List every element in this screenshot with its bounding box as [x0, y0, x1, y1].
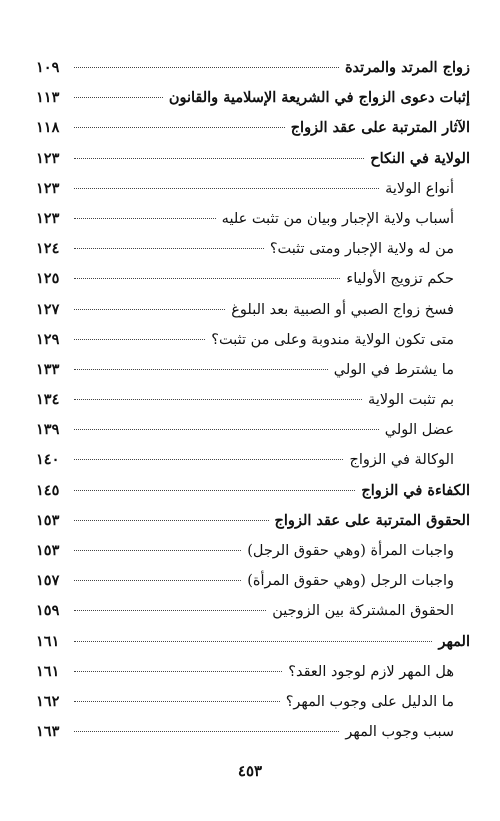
dot-leader — [74, 188, 379, 189]
toc-entry — [36, 421, 470, 451]
toc-entry-page: ١٦٢ — [36, 692, 60, 710]
toc-entry — [36, 693, 470, 723]
toc-entry-title: أسباب ولاية الإجبار وبيان من تثبت عليه — [221, 210, 454, 227]
toc-entry-page: ١٤٥ — [36, 481, 60, 499]
toc-entry-page: ١٥٩ — [36, 602, 60, 620]
toc-entry-page: ١٢٥ — [36, 270, 60, 288]
toc-entry-page: ١٣٤ — [36, 391, 60, 409]
toc-entry — [36, 270, 470, 300]
toc-entry-title: الكفاءة في الزواج — [361, 481, 470, 499]
toc-entry — [36, 482, 470, 512]
toc-entry-title: الولاية في النكاح — [370, 149, 470, 167]
toc-entry-page: ١٤٠ — [36, 451, 60, 469]
toc-entry-title: زواج المرتد والمرتدة — [344, 59, 470, 76]
toc-entry — [36, 59, 470, 89]
dot-leader — [74, 550, 241, 551]
toc-entry-page: ١٢٤ — [36, 240, 60, 258]
toc-entry — [36, 633, 470, 663]
toc-entry — [36, 663, 470, 693]
toc-entry — [36, 89, 470, 119]
toc-entry-page: ١٢٣ — [36, 149, 60, 167]
toc-entry-title: المهر — [438, 632, 470, 650]
dot-leader — [74, 459, 343, 460]
toc-entry — [36, 240, 470, 270]
dot-leader — [74, 429, 379, 430]
page-number: ٤٥٣ — [237, 762, 263, 780]
toc-entry-page: ١٢٧ — [36, 300, 60, 318]
toc-entry — [36, 512, 470, 542]
toc-entry — [36, 301, 470, 331]
dot-leader — [74, 580, 241, 581]
dot-leader — [74, 218, 216, 219]
toc-entry-title: إثبات دعوى الزواج في الشريعة الإسلامية والقانون — [168, 89, 470, 107]
toc-entry-title: ما يشترط في الولي — [333, 361, 454, 378]
dot-leader — [74, 158, 364, 159]
dot-leader — [74, 339, 205, 340]
toc-entry-title: أنواع الولاية — [385, 180, 454, 197]
dot-leader — [74, 278, 340, 279]
toc-entry-title: حكم تزويج الأولياء — [346, 271, 454, 288]
toc-entry-title: واجبات المرأة (وهي حقوق الرجل) — [247, 543, 454, 559]
toc-entry-page: ١١٨ — [36, 119, 60, 137]
dot-leader — [74, 490, 355, 491]
toc-entry-page: ١٢٣ — [36, 179, 60, 197]
dot-leader — [74, 701, 280, 702]
toc-entry — [36, 602, 470, 632]
dot-leader — [74, 641, 432, 642]
toc-entry-title: سبب وجوب المهر — [345, 724, 454, 741]
dot-leader — [74, 369, 328, 370]
toc-entry-title: هل المهر لازم لوجود العقد؟ — [288, 663, 454, 680]
toc-entry-page: ١٥٣ — [36, 542, 60, 559]
dot-leader — [74, 731, 339, 732]
dot-leader — [74, 520, 269, 521]
toc-entry-title: متى تكون الولاية مندوبة وعلى من تثبت؟ — [211, 331, 454, 348]
toc-entry — [36, 210, 470, 240]
toc-entry-page: ١٥٣ — [36, 511, 60, 529]
toc-entry — [36, 542, 470, 572]
toc-entry-page: ١٣٣ — [36, 360, 60, 378]
toc-entry-page: ١٦١ — [36, 662, 60, 680]
toc-entry-title: بم تثبت الولاية — [368, 392, 454, 409]
dot-leader — [74, 67, 339, 68]
toc-entry — [36, 150, 470, 180]
dot-leader — [74, 127, 285, 128]
toc-entry-title: الحقوق المترتبة على عقد الزواج — [274, 511, 470, 529]
toc-entry-page: ١٢٩ — [36, 330, 60, 348]
dot-leader — [74, 610, 266, 611]
toc-entry — [36, 119, 470, 149]
toc-entry-page: ١٣٩ — [36, 421, 60, 439]
toc-entry-page: ١٦١ — [36, 632, 60, 650]
toc-entry-page: ١٥٧ — [36, 572, 60, 590]
toc-entry-page: ١٠٩ — [36, 59, 60, 76]
dot-leader — [74, 248, 264, 249]
toc-entry-page: ١١٣ — [36, 89, 60, 107]
toc-entry — [36, 361, 470, 391]
toc-entry — [36, 391, 470, 421]
toc-entry-page: ١٦٣ — [36, 723, 60, 741]
dot-leader — [74, 309, 225, 310]
toc-entry — [36, 723, 470, 753]
toc-entry-title: فسخ زواج الصبي أو الصبية بعد البلوغ — [231, 301, 454, 318]
toc-entry-title: الوكالة في الزواج — [349, 452, 454, 469]
toc-entry — [36, 331, 470, 361]
toc-entry-title: الحقوق المشتركة بين الزوجين — [272, 603, 454, 620]
toc-entry-title: ما الدليل على وجوب المهر؟ — [285, 693, 454, 710]
toc-entry-title: عضل الولي — [384, 422, 454, 439]
dot-leader — [74, 97, 163, 98]
toc-entry — [36, 572, 470, 602]
toc-entry-title: الآثار المترتبة على عقد الزواج — [290, 119, 470, 137]
toc-entry-title: واجبات الرجل (وهي حقوق المرأة) — [247, 573, 454, 590]
toc-entry-page: ١٢٣ — [36, 209, 60, 227]
dot-leader — [74, 671, 282, 672]
table-of-contents — [36, 59, 470, 753]
dot-leader — [74, 399, 362, 400]
toc-entry — [36, 180, 470, 210]
toc-entry-title: من له ولاية الإجبار ومتى تثبت؟ — [269, 241, 454, 258]
toc-entry — [36, 451, 470, 481]
